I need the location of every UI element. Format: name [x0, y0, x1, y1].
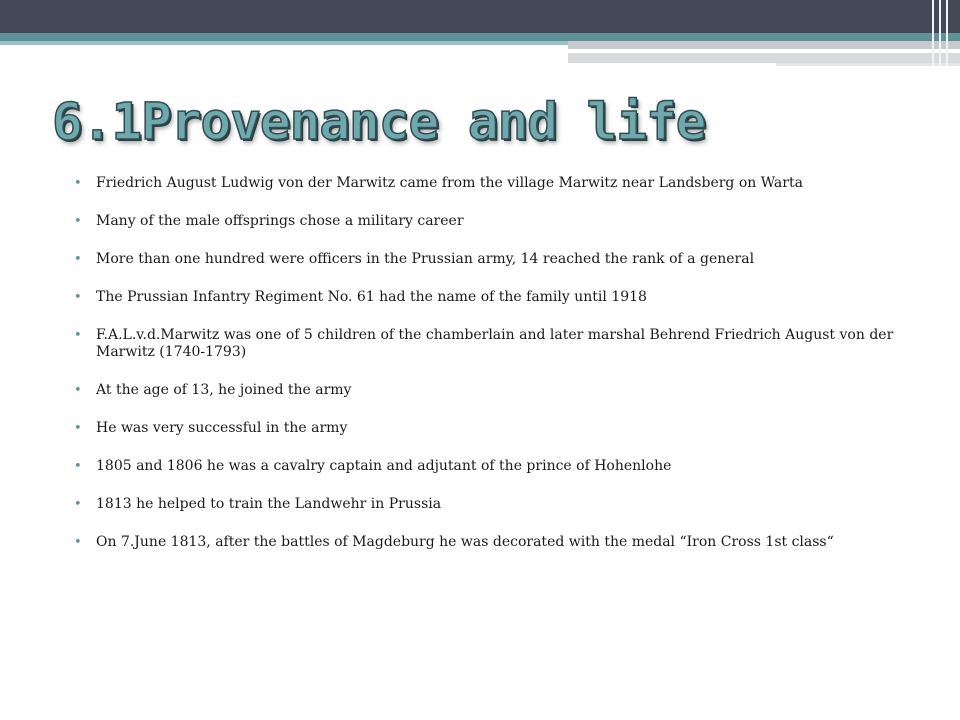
bullet-dot-icon: •	[74, 252, 82, 267]
bullet-text: F.A.L.v.d.Marwitz was one of 5 children of the chamberlain and later marshal Behrend Friedrich August von der Marwitz (1740-1793)	[96, 327, 894, 360]
bullet-dot-icon: •	[74, 290, 82, 305]
bullet-dot-icon: •	[74, 497, 82, 512]
bullet-item	[72, 458, 912, 475]
header-vertical-line	[946, 0, 948, 66]
bullet-text: 1813 he helped to train the Landwehr in Prussia	[96, 496, 442, 512]
header-teal-band	[0, 33, 960, 41]
bullet-dot-icon: •	[74, 421, 82, 436]
bullet-text: On 7.June 1813, after the battles of Magdeburg he was decorated with the medal “Iron Cross 1st class“	[96, 534, 834, 550]
bullet-text: He was very successful in the army	[96, 420, 348, 436]
bullet-item	[72, 175, 912, 192]
bullet-item	[72, 496, 912, 513]
bullet-dot-icon: •	[74, 214, 82, 229]
bullet-item	[72, 382, 912, 399]
bullet-item	[72, 251, 912, 268]
header-gray-band-lower	[568, 53, 960, 63]
bullet-dot-icon: •	[74, 328, 82, 343]
bullet-text: At the age of 13, he joined the army	[96, 382, 352, 398]
bullet-list	[72, 175, 912, 572]
bullet-item	[72, 213, 912, 230]
header-vertical-line	[939, 0, 941, 66]
bullet-text: Many of the male offsprings chose a military career	[96, 213, 464, 229]
bullet-dot-icon: •	[74, 535, 82, 550]
bullet-dot-icon: •	[74, 176, 82, 191]
bullet-item	[72, 289, 912, 306]
bullet-text: Friedrich August Ludwig von der Marwitz came from the village Marwitz near Landsberg on Warta	[96, 175, 803, 191]
bullet-dot-icon: •	[74, 459, 82, 474]
bullet-text: The Prussian Infantry Regiment No. 61 had the name of the family until 1918	[96, 289, 647, 305]
header-gray-band	[568, 41, 960, 49]
bullet-item	[72, 420, 912, 437]
bullet-dot-icon: •	[74, 383, 82, 398]
header-teal-light-band	[0, 41, 568, 45]
header-dark-band	[0, 0, 960, 33]
bullet-text: More than one hundred were officers in the Prussian army, 14 reached the rank of a general	[96, 251, 755, 267]
bullet-item	[72, 534, 912, 551]
bullet-item	[72, 327, 912, 361]
header-vertical-line	[932, 0, 934, 66]
bullet-text: 1805 and 1806 he was a cavalry captain and adjutant of the prince of Hohenlohe	[96, 458, 672, 474]
header-vertical-lines	[932, 0, 954, 66]
slide-title: 6.1Provenance and life	[52, 93, 706, 152]
